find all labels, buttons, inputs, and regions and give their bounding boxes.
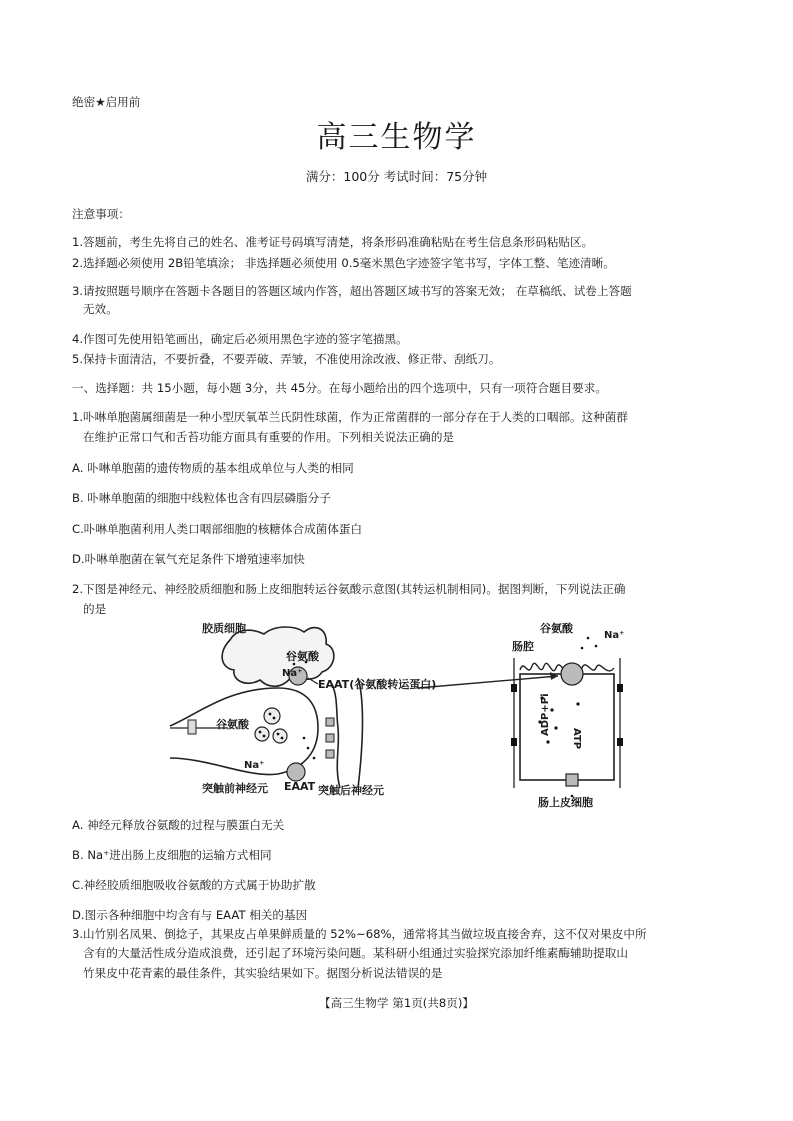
- question-2-option-b: B. Na⁺进出肠上皮细胞的运输方式相同: [72, 848, 272, 862]
- question-1-option-a: A. 卟啉单胞菌的遗传物质的基本组成单位与人类的相同: [72, 461, 354, 475]
- exam-info: 满分：100分 考试时间：75分钟: [305, 169, 488, 184]
- label-glial-cell: 胶质细胞: [202, 622, 246, 635]
- label-glutamate: 谷氨酸: [216, 718, 249, 731]
- question-3-stem: 3.山竹别名凤果、倒捻子，其果皮占单果鲜质量的 52%~68%，通常将其当做垃圾直接舍弃，这不仅对果皮中所: [72, 927, 647, 941]
- section-heading: 一、选择题：共 15小题，每小题 3分，共 45分。在每小题给出的四个选项中，只有一项符合题目要求。: [72, 381, 607, 395]
- question-1-stem: 1.卟啉单胞菌属细菌是一种小型厌氧革兰氏阴性球菌，作为正常菌群的一部分存在于人类的口咽部。这种菌群: [72, 410, 628, 424]
- question-1-option-c: C.卟啉单胞菌利用人类口咽部细胞的核糖体合成菌体蛋白: [72, 522, 363, 536]
- confidential-mark: 绝密★启用前: [72, 95, 141, 109]
- label-postsynaptic-neuron: 突触后神经元: [318, 784, 384, 797]
- label-epithelial-cell: 肠上皮细胞: [538, 796, 593, 809]
- question-2-option-c: C.神经胶质细胞吸收谷氨酸的方式属于协助扩散: [72, 878, 316, 892]
- label-adp-pi: ADP+Pi: [540, 693, 551, 736]
- question-1-option-b: B. 卟啉单胞菌的细胞中线粒体也含有四层磷脂分子: [72, 491, 331, 505]
- note-item: 2.选择题必须使用 2B铅笔填涂； 非选择题必须使用 0.5毫米黑色字迹签字笔书写，字体工整、笔迹清晰。: [72, 256, 615, 270]
- note-item: 4.作图可先使用铅笔画出，确定后必须用黑色字迹的签字笔描黑。: [72, 332, 408, 346]
- question-2-stem: 2.下图是神经元、神经胶质细胞和肠上皮细胞转运谷氨酸示意图(其转运机制相同)。据图判断，下列说法正确: [72, 582, 626, 596]
- question-2-option-d: D.图示各种细胞中均含有与 EAAT 相关的基因: [72, 908, 308, 922]
- label-presynaptic-neuron: 突触前神经元: [202, 782, 268, 795]
- note-item: 3.请按照题号顺序在答题卡各题目的答题区域内作答，超出答题区域书写的答案无效； 在草稿纸、试卷上答题: [72, 284, 632, 298]
- label-na: Na⁺: [282, 668, 303, 679]
- label-eaat: EAAT: [284, 780, 316, 793]
- glutamate-transport-figure: [168, 618, 638, 810]
- label-na: Na⁺: [244, 760, 265, 771]
- postsynaptic-neuron-shape: [332, 678, 363, 788]
- question-2-stem: 的是: [83, 602, 107, 616]
- label-atp: ATP: [571, 728, 582, 750]
- note-item: 5.保持卡面清洁，不要折叠，不要弄破、弄皱，不准使用涂改液、修正带、刮纸刀。: [72, 352, 501, 366]
- question-1-stem: 在维护正常口气和舌苔功能方面具有重要的作用。下列相关说法正确的是: [83, 430, 455, 444]
- page-title: 高三生物学: [316, 120, 477, 155]
- question-3-stem: 含有的大量活性成分造成浪费，还引起了环境污染问题。某科研小组通过实验探究添加纤维素酶辅助提取山: [83, 946, 628, 960]
- page-footer: 【高三生物学 第1页(共8页)】: [318, 996, 475, 1010]
- label-glutamate: 谷氨酸: [286, 650, 319, 663]
- label-na: Na⁺: [604, 630, 625, 641]
- question-3-stem: 竹果皮中花青素的最佳条件，其实验结果如下。据图分析说法错误的是: [83, 966, 443, 980]
- note-item: 1.答题前，考生先将自己的姓名、准考证号码填写清楚，将条形码准确粘贴在考生信息条形码粘贴区。: [72, 235, 594, 249]
- question-2-option-a: A. 神经元释放谷氨酸的过程与膜蛋白无关: [72, 818, 285, 832]
- label-glutamate: 谷氨酸: [540, 622, 573, 635]
- question-1-option-d: D.卟啉单胞菌在氧气充足条件下增殖速率加快: [72, 552, 305, 566]
- label-intestinal-lumen: 肠腔: [512, 640, 534, 653]
- epithelial-cell-shape: [520, 674, 614, 780]
- notes-heading: 注意事项：: [72, 207, 130, 221]
- note-item: 无效。: [83, 302, 118, 316]
- label-eaat-full: EAAT(谷氨酸转运蛋白): [318, 678, 437, 691]
